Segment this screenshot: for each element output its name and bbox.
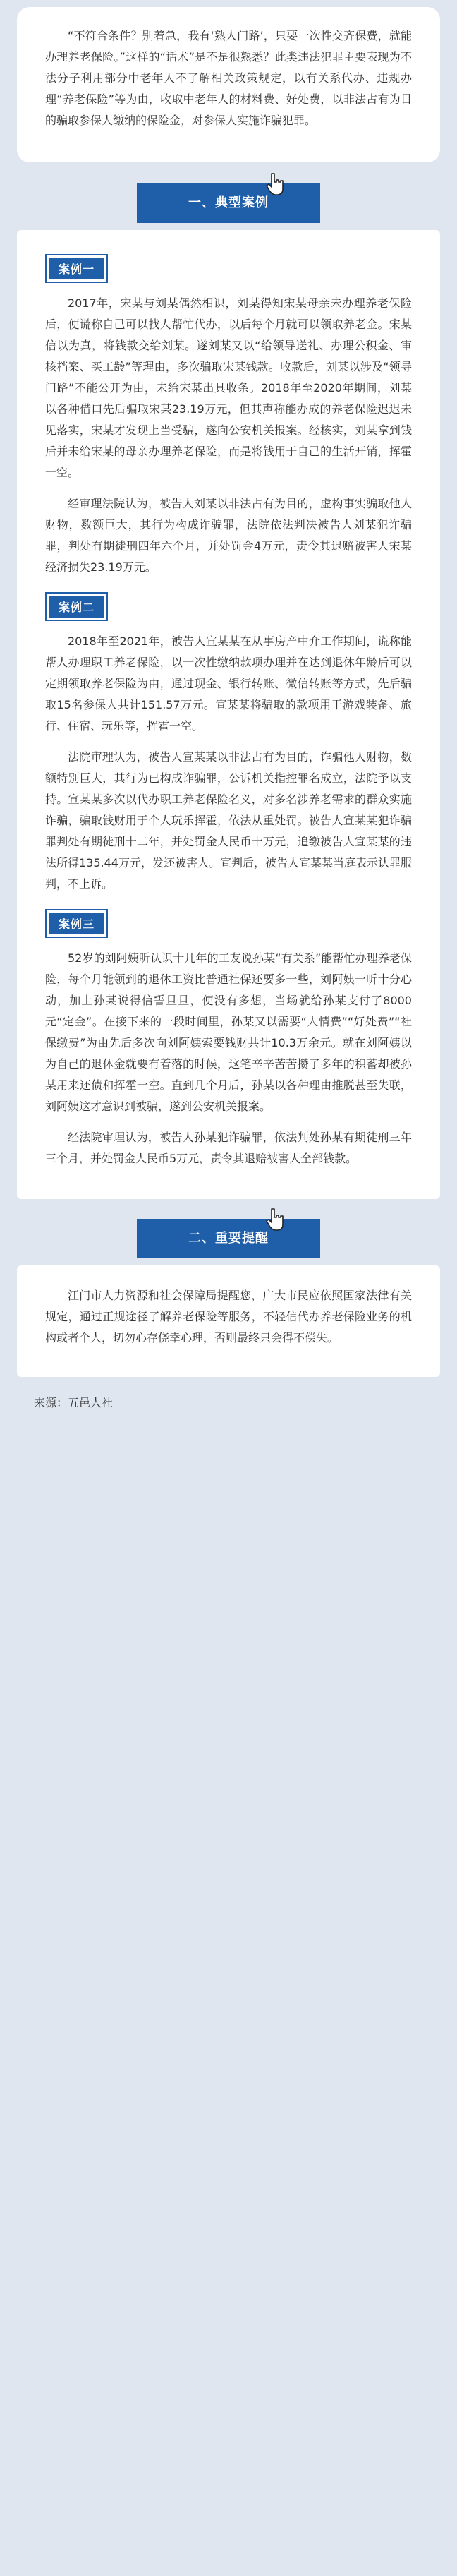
section-heading-tips: [137, 1209, 320, 1258]
case-paragraph: 经审理法院认为，被告人刘某以非法占有为目的，虚构事实骗取他人财物，数额巨大，其行为构成诈骗罪，法院依法判决被告人刘某犯诈骗罪，判处有期徒刑四年六个月，并处罚金4万元，责令其退赔被害人宋某经济损失23.19万元。: [45, 497, 412, 574]
section-heading-cases: [137, 174, 320, 223]
intro-paragraph: “不符合条件？别着急，我有‘熟人门路’，只要一次性交齐保费，就能办理养老保险。”这样的“话术”是不是很熟悉？此类违法犯罪主要表现为不法分子利用部分中老年人不了解相关政策规定，以有关系代办、违规办理“养老保险”等为由，收取中老年人的材料费、好处费，以非法占有为目的骗取参保人缴纳的保险金，对参保人实施诈骗犯罪。: [45, 29, 412, 127]
tips-paragraph: 江门市人力资源和社会保障局提醒您，广大市民应依照国家法律有关规定，通过正规途径了解养老保险等服务，不轻信代办养老保险业务的机构或者个人，切勿心存侥幸心理，否则最终只会得不偿失。: [45, 1289, 412, 1344]
case-paragraph: 法院审理认为，被告人宣某某以非法占有为目的，诈骗他人财物，数额特别巨大，其行为已构成诈骗罪，公诉机关指控罪名成立，法院予以支持。宣某某多次以代办职工养老保险名义，对多名涉养老需求的群众实施诈骗，骗取钱财用于个人玩乐挥霍，依法从重处罚。被告人宣某某犯诈骗罪判处有期徒刑十二年，并处罚金人民币十万元，追缴被告人宣某某的违法所得135.44万元，发还被害人。宣判后，被告人宣某某当庭表示认罪服判，不上诉。: [45, 750, 412, 891]
section-title: 一、典型案例: [137, 183, 320, 223]
case-block: [45, 588, 412, 895]
section-title: 二、重要提醒: [137, 1219, 320, 1258]
case-tag: 案例三: [45, 909, 108, 938]
case-paragraph: 经法院审理认为，被告人孙某犯诈骗罪，依法判处孙某有期徒刑三年三个月，并处罚金人民币5万元，责令其退赔被害人全部钱款。: [45, 1131, 412, 1165]
case-paragraph: 2017年，宋某与刘某偶然相识，刘某得知宋某母亲未办理养老保险后，便谎称自己可以找人帮忙代办，以后每个月就可以领取养老金。宋某信以为真，将钱款交给刘某。遂刘某又以“给领导送礼、办理公积金、审核档案、买工龄”等理由，多次骗取宋某钱款。收款后，刘某以涉及“领导门路”不能公开为由，未给宋某出具收条。2018年至2020年期间，刘某以各种借口先后骗取宋某23.19万元，但其声称能办成的养老保险迟迟未见落实，宋某才发现上当受骗，遂向公安机关报案。经核实，刘某拿到钱后并未给宋某的母亲办理养老保险，而是将钱用于自己的生活开销，挥霍一空。: [45, 296, 412, 479]
case-tag: 案例二: [45, 592, 108, 621]
source-credit: 来源：五邑人社: [34, 1396, 114, 1409]
case-block: [45, 905, 412, 1169]
hand-cursor-icon: [265, 1208, 286, 1232]
hand-cursor-icon: [265, 172, 286, 196]
case-paragraph: 2018年至2021年，被告人宣某某在从事房产中介工作期间，谎称能帮人办理职工养老保险，以一次性缴纳款项办理并在达到退休年龄后可以定期领取养老保险为由，通过现金、银行转账、微信转账等方式，先后骗取15名参保人共计151.57万元。宣某某将骗取的款项用于游戏装备、旅行、住宿、玩乐等，挥霍一空。: [45, 634, 412, 733]
case-tag: 案例一: [45, 254, 108, 283]
intro-card: [17, 7, 440, 162]
tips-card: [17, 1265, 440, 1377]
case-paragraph: 52岁的刘阿姨听认识十几年的工友说孙某“有关系”能帮忙办理养老保险，每个月能领到的退休工资比普通社保还要多一些，刘阿姨一听十分心动，加上孙某说得信誓旦旦，便没有多想，当场就给孙某支付了8000元“定金”。在接下来的一段时间里，孙某又以需要“人情费”“好处费”“社保缴费”为由先后多次向刘阿姨索要钱财共计10.3万余元。就在刘阿姨以为自己的退休金就要有着落的时候，这笔辛辛苦苦攒了多年的积蓄却被孙某用来还债和挥霍一空。直到几个月后，孙某以各种理由推脱甚至失联，刘阿姨这才意识到被骗，遂到公安机关报案。: [45, 951, 412, 1113]
cases-card: [17, 230, 440, 1199]
case-block: [45, 250, 412, 578]
